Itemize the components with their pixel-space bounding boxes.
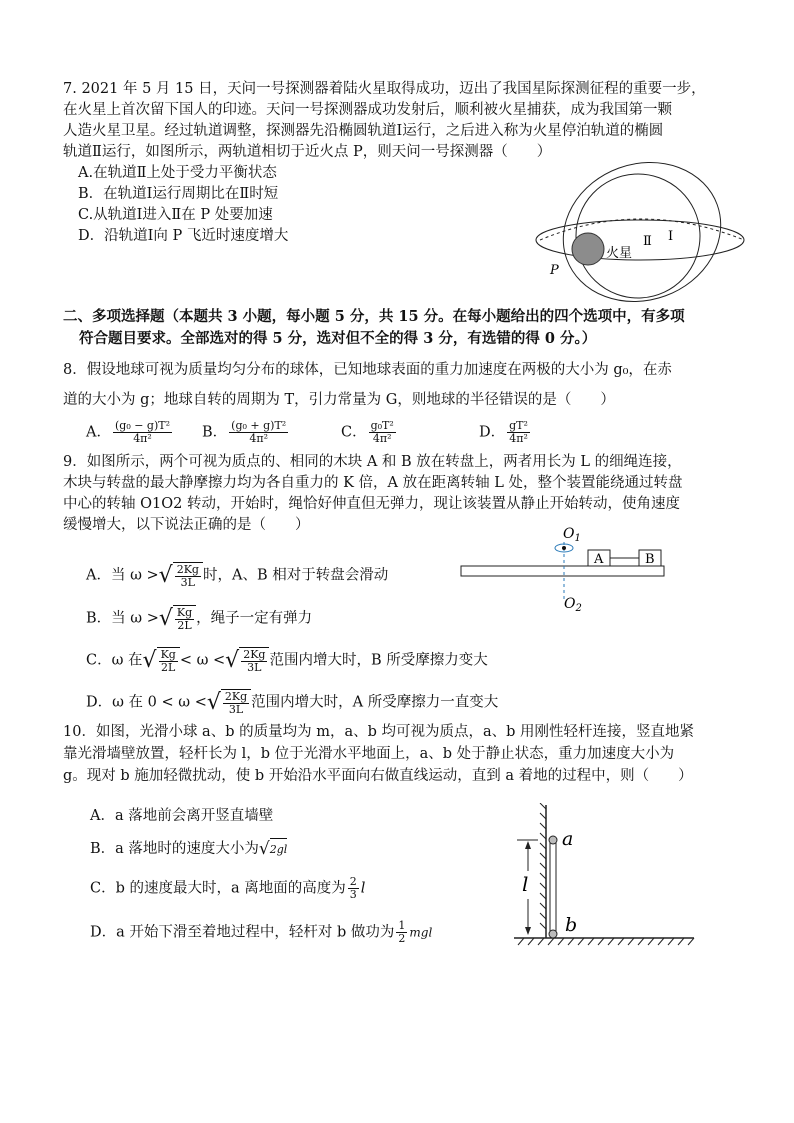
ball-b xyxy=(549,930,557,938)
svg-text:O2: $O_2$ xyxy=(564,596,582,614)
q10-line3: g。现对 b 施加轻微扰动，使 b 开始沿水平面向右做直线运动，直到 a 着地的过程中，则（ ） xyxy=(63,768,693,784)
section2-title-line1: 二、多项选择题（本题共 3 小题，每小题 5 分，共 15 分。在每小题给出的四个选项中，有多项 xyxy=(63,308,685,325)
svg-text:b: b xyxy=(565,914,578,936)
q8-option-a: A． $\frac{\text{(g₀ − g)T²}}{\text{4π²}}$ xyxy=(86,419,171,445)
q7-option-a: A.在轨道Ⅱ上处于受力平衡状态 xyxy=(78,165,277,181)
q10-line1: 10．如图，光滑小球 a、b 的质量均为 m，a、b 均可视为质点，a、b 用刚性轻杆连接，竖直地紧 xyxy=(63,724,695,740)
q9-option-b: B．当 ω > √ $\frac{Kg}{2L}$ ，绳子一定有弹力 xyxy=(86,605,313,632)
q9-option-c: C．ω 在 √ $\frac{Kg}{2L}$ < ω < √ $\frac{2Kg}{3L}$ 范围内增大时，B 所受摩擦力变大 xyxy=(86,647,488,674)
q9-line3: 中心的转轴 O1O2 转动，开始时，绳恰好伸直但无弹力，现让该装置从静止开始转动，使角速度 xyxy=(63,496,680,512)
q10-option-d: D．a 开始下滑至着地过程中，轻杆对 b 做功为 $\frac{1}{2}$ mgl xyxy=(90,919,433,945)
q10-option-a: A．a 落地前会离开竖直墙壁 xyxy=(90,808,274,824)
section2-title-line2: 符合题目要求。全部选对的得 5 分，选对但不全的得 3 分，有选错的得 0 分。） xyxy=(79,330,597,347)
q9-option-d: D．ω 在 0 < ω < √ $\frac{2Kg}{3L}$ 范围内增大时，A 所受摩擦力一直变大 xyxy=(86,689,499,716)
q7-option-b: B．在轨道Ⅰ运行周期比在Ⅱ时短 xyxy=(78,186,279,202)
mars-planet xyxy=(572,233,604,265)
q9-line1: 9．如图所示，两个可视为质点的、相同的木块 A 和 B 放在转盘上，两者用长为 L 的细绳连接， xyxy=(63,454,682,470)
q9-option-a: A．当 ω > √ $\frac{2Kg}{3L}$ 时，A、B 相对于转盘会滑动 xyxy=(86,562,389,589)
q10-option-b: B．a 落地时的速度大小为 √ 2gl xyxy=(90,839,288,859)
point-p-label: P xyxy=(550,263,559,278)
orbit-1-label: Ⅰ xyxy=(668,229,674,244)
q7-option-d: D．沿轨道Ⅰ向 P 飞近时速度增大 xyxy=(78,228,289,244)
rigid-rod xyxy=(550,840,556,934)
orbit-2-label: Ⅱ xyxy=(643,234,652,249)
q8-line2: 道的大小为 g；地球自转的周期为 T，引力常量为 G，则地球的半径错误的是（ ） xyxy=(63,392,615,408)
q8-option-b: B． $\frac{\text{(g₀ + g)T²}}{\text{4π²}}$ xyxy=(202,419,287,445)
q8-option-c: C． $\frac{\text{g₀T²}}{\text{4π²}}$ xyxy=(341,419,394,445)
q7-line4: 轨道Ⅱ运行，如图所示，两轨道相切于近火点 P，则天问一号探测器（ ） xyxy=(63,144,552,160)
q10-rod-wall-figure xyxy=(510,803,700,948)
q7-line3: 人造火星卫星。经过轨道调整，探测器先沿椭圆轨道Ⅰ运行，之后进入称为火星停泊轨道的椭圆 xyxy=(63,123,664,139)
svg-text:B: B xyxy=(645,552,655,567)
q8-option-d: D． $\frac{\text{gT²}}{\text{4π²}}$ xyxy=(479,419,528,445)
q9-line2: 木块与转盘的最大静摩擦力均为各自重力的 K 倍，A 放在距离转轴 L 处，整个装置能绕通过转盘 xyxy=(63,475,683,491)
q10-option-c: C．b 的速度最大时，a 离地面的高度为 $\frac{2}{3}$ l xyxy=(90,875,366,901)
q8-line1: 8．假设地球可视为质量均匀分布的球体，已知地球表面的重力加速度在两极的大小为 g₀，在赤 xyxy=(63,362,672,378)
mars-label: 火星 xyxy=(606,246,633,261)
q9-turntable-figure xyxy=(458,522,670,614)
length-label: l xyxy=(522,872,529,896)
svg-text:A: A xyxy=(594,552,604,567)
ball-a xyxy=(549,836,557,844)
q7-option-c: C.从轨道Ⅰ进入Ⅱ在 P 处要加速 xyxy=(78,207,273,223)
turntable xyxy=(461,566,664,576)
q7-line2: 在火星上首次留下国人的印迹。天问一号探测器成功发射后，顺利被火星捕获，成为我国第一颗 xyxy=(63,102,672,118)
q10-line2: 靠光滑墙壁放置，轻杆长为 l，b 位于光滑水平地面上，a、b 处于静止状态，重力加速度大小为 xyxy=(63,746,675,762)
q7-line1: 7. 2021 年 5 月 15 日，天问一号探测器着陆火星取得成功，迈出了我国星际探测征程的重要一步， xyxy=(63,81,706,97)
svg-text:O1: $O_1$ xyxy=(563,526,581,544)
q7-orbit-figure xyxy=(530,148,750,306)
q9-line4: 缓慢增大，以下说法正确的是（ ） xyxy=(63,517,310,533)
svg-text:a: a xyxy=(562,828,574,850)
